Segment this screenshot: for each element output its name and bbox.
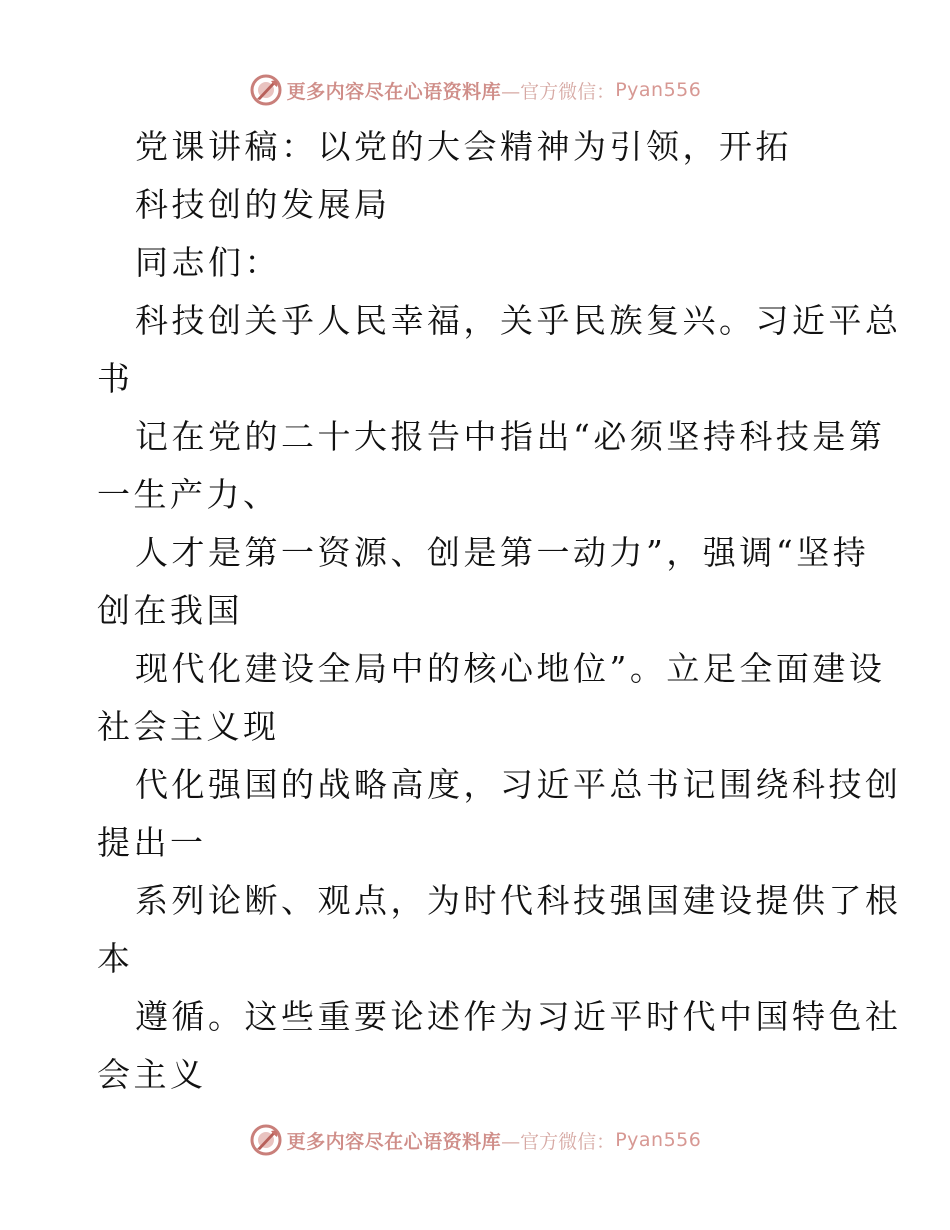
text-line: 创在我国 (97, 591, 243, 630)
footer-watermark-banner (0, 1120, 950, 1160)
text-line: 记在党的二十大报告中指出“必须坚持科技是第 (135, 417, 886, 456)
document-body (97, 118, 902, 1104)
text-line: 会主义 (97, 1055, 207, 1094)
text-line: 书 (97, 359, 134, 398)
text-line: 科技创关乎人民幸福，关乎民族复兴。习近平总 (135, 301, 902, 340)
header-banner-wechat-id: Pyan556 (615, 79, 702, 101)
text-line: 代化强国的战略高度，习近平总书记围绕科技创 (135, 765, 902, 804)
header-banner-main-text: 更多内容尽在心语资料库 (286, 80, 502, 103)
footer-banner-sub-text: —官方微信： (501, 1130, 616, 1153)
text-line: 同志们： (135, 243, 281, 282)
feather-logo-icon (249, 73, 283, 107)
footer-banner-wechat-id: Pyan556 (615, 1129, 702, 1151)
text-line: 现代化建设全局中的核心地位”。立足全面建设 (135, 649, 886, 688)
text-line: 党课讲稿：以党的大会精神为引领，开拓 (135, 127, 792, 166)
text-line: 科技创的发展局 (135, 185, 391, 224)
text-line: 本 (97, 939, 134, 978)
header-watermark-banner (0, 70, 950, 110)
text-line: 一生产力、 (97, 475, 280, 514)
text-line: 遵循。这些重要论述作为习近平时代中国特色社 (135, 997, 902, 1036)
text-line: 系列论断、观点，为时代科技强国建设提供了根 (135, 881, 902, 920)
feather-logo-icon (249, 1123, 283, 1157)
header-banner-sub-text: —官方微信： (501, 80, 616, 103)
text-line: 提出一 (97, 823, 207, 862)
footer-banner-main-text: 更多内容尽在心语资料库 (286, 1130, 502, 1153)
text-line: 人才是第一资源、创是第一动力”，强调“坚持 (135, 533, 870, 572)
text-line: 社会主义现 (97, 707, 280, 746)
